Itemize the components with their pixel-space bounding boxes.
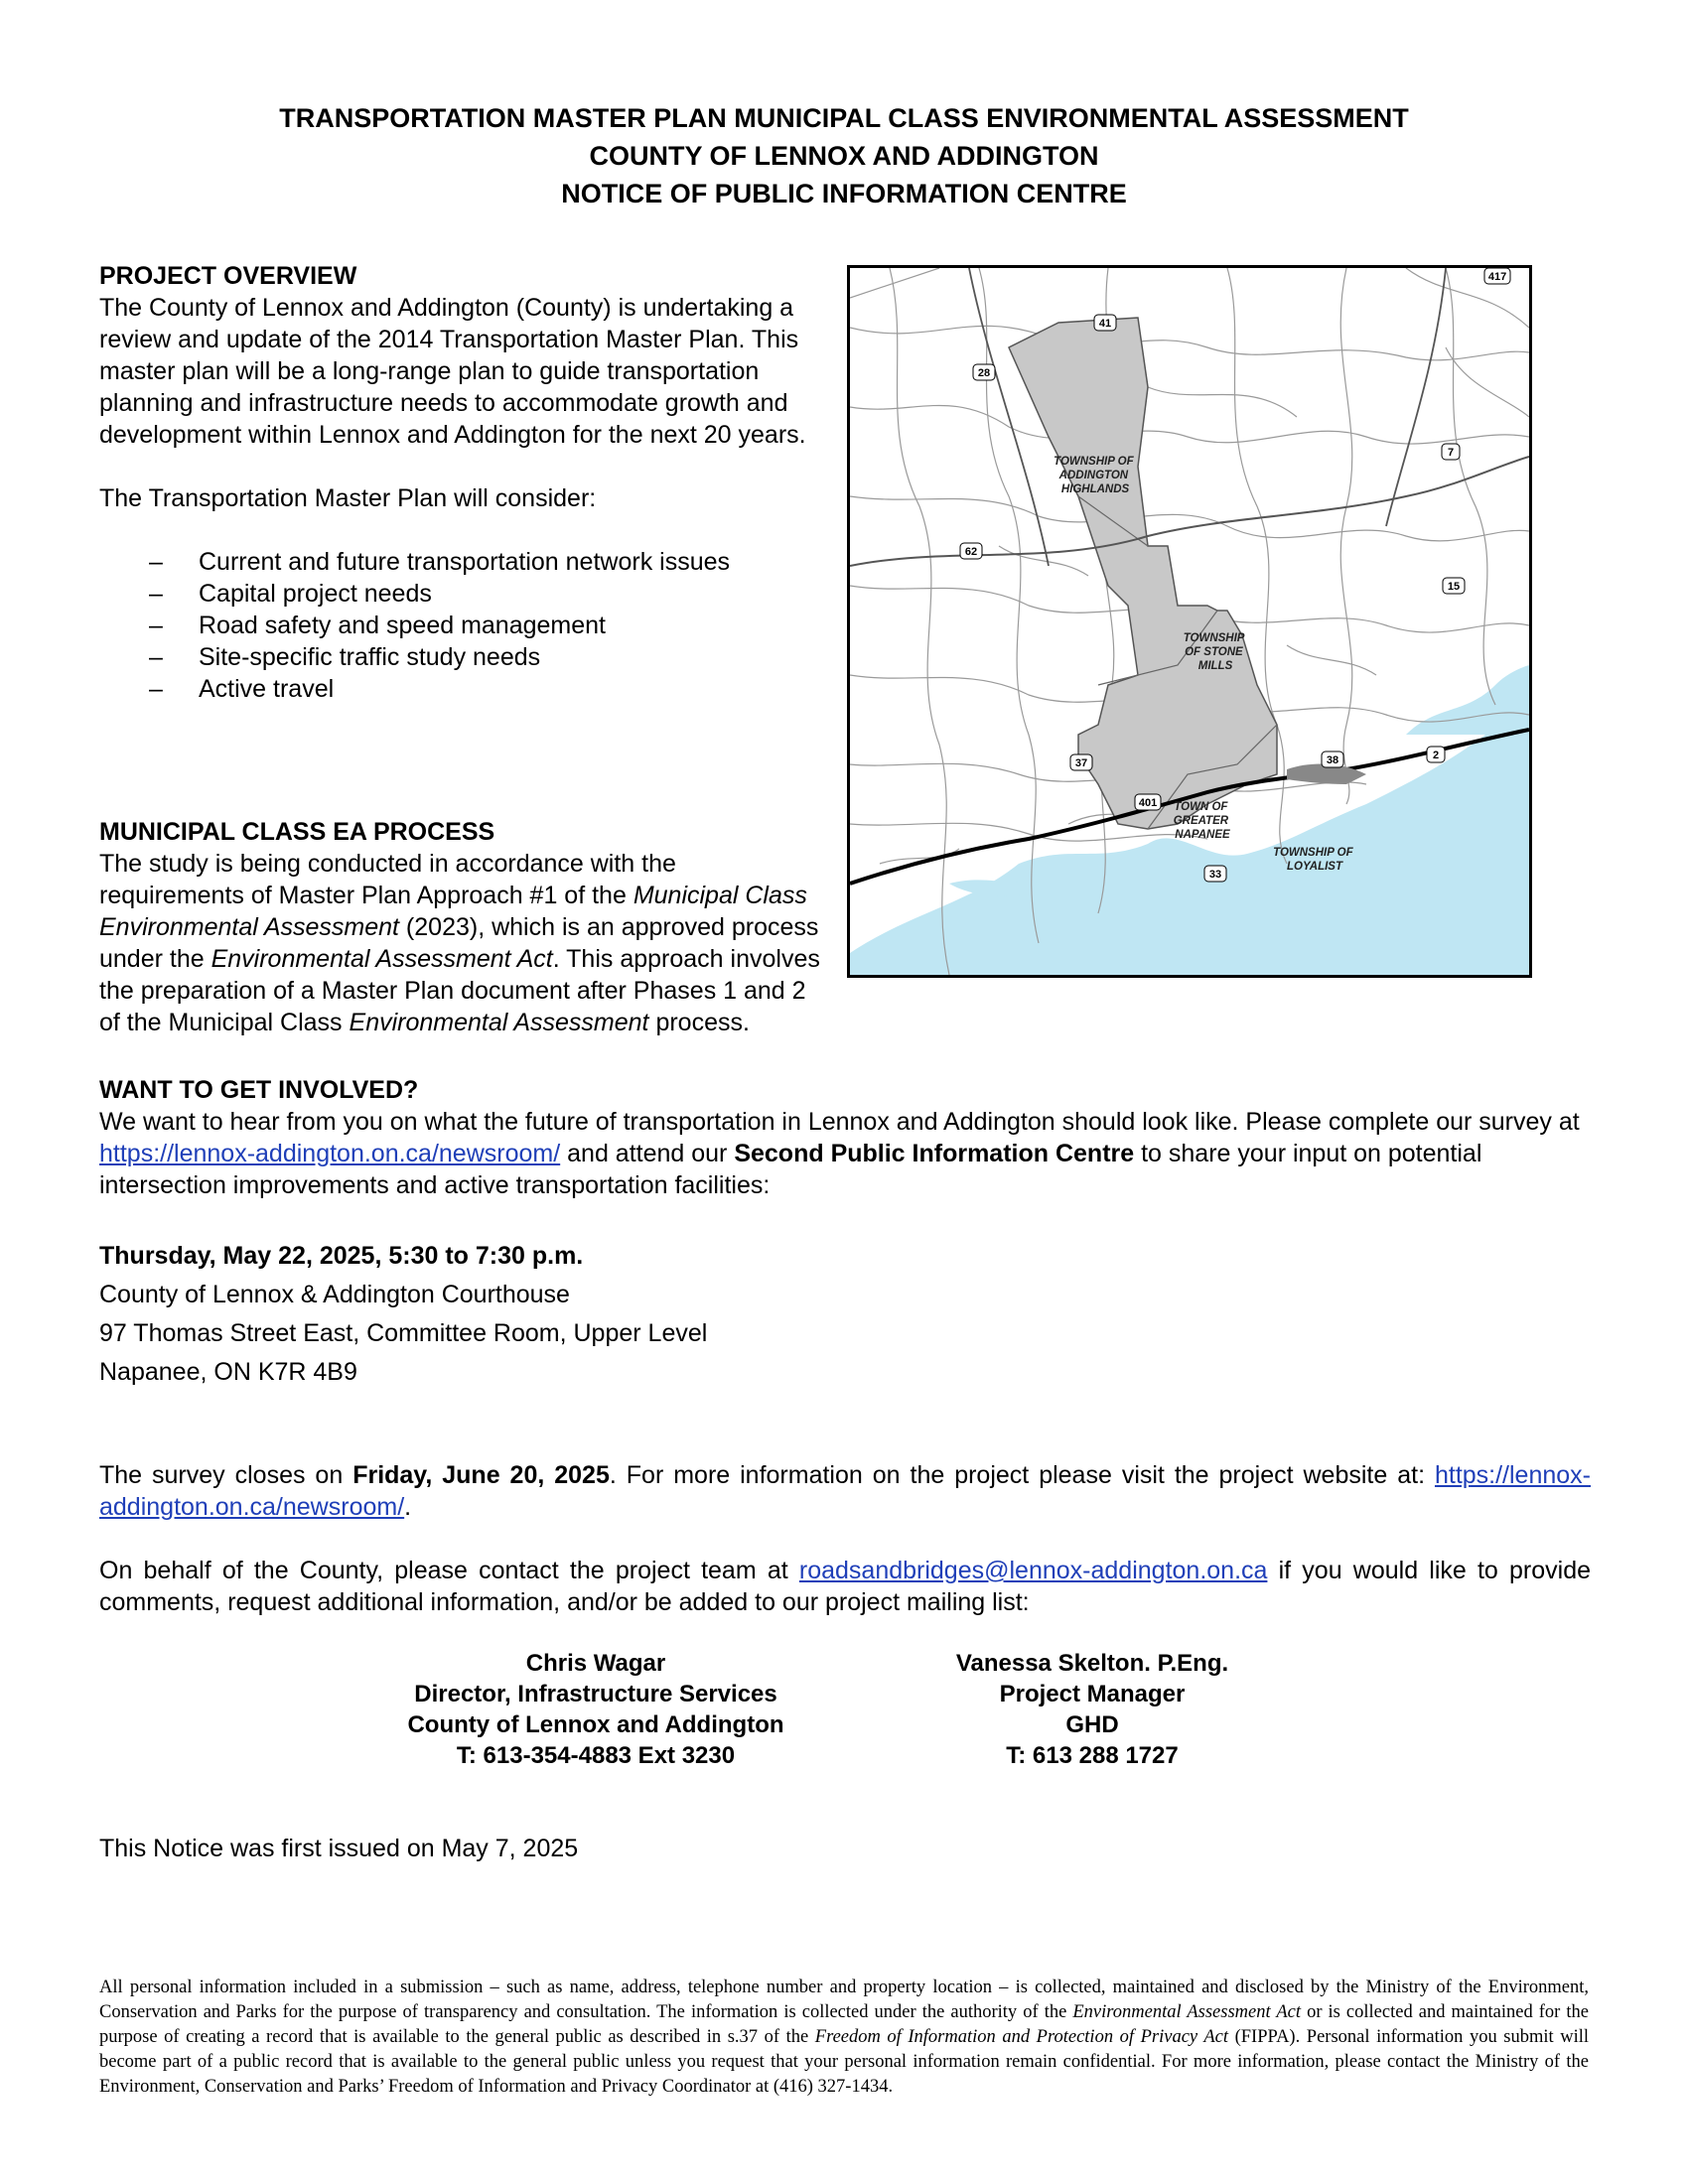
contact-card (894, 1648, 1291, 1771)
contact-phone: T: 613-354-4883 Ext 3230 (456, 1742, 736, 1769)
project-overview-section (99, 260, 814, 705)
get-involved-section (99, 1074, 1591, 1201)
label-stone-mills: TOWNSHIP OF STONE MILLS (1183, 632, 1245, 672)
consider-list (99, 546, 814, 705)
svg-text:41: 41 (1098, 318, 1112, 330)
project-overview-heading: PROJECT OVERVIEW (99, 262, 357, 290)
list-item: – Capital project needs (149, 580, 432, 608)
svg-text:38: 38 (1326, 754, 1339, 766)
survey-paragraph: The survey closes on Friday, June 20, 2025. For more information on the project please visit the project website at: https://lennox-addington.on.ca/newsroom/. (99, 1461, 1591, 1521)
list-item: – Site-specific traffic study needs (149, 643, 541, 671)
svg-text:28: 28 (977, 367, 991, 379)
list-item: – Active travel (149, 675, 335, 703)
dash-bullet: – (149, 548, 163, 576)
list-item: – Current and future transportation network issues (149, 548, 730, 576)
email-link[interactable]: roadsandbridges@lennox-addington.on.ca (798, 1557, 1268, 1584)
svg-text:7: 7 (1447, 447, 1455, 459)
notice-header (0, 99, 1688, 212)
ea-process-paragraph: The study is being conducted in accordance with the requirements of Master Plan Approach #1 of the Municipal Class Environmental Assessment (2023), which is an approved process under the Environmental Assessment Act. This approach involves the preparation of a Master Plan document after Phases 1 and 2 of the Municipal Class Environmental Assessment process. (99, 850, 820, 1036)
project-overview-paragraph: The County of Lennox and Addington (County) is undertaking a review and update of the 2014 Transportation Master Plan. This master plan will be a long-range plan to guide transportation planning and infrastructure needs to accommodate growth and development within Lennox and Addington for the next 20 years. (99, 294, 806, 449)
svg-text:37: 37 (1074, 757, 1088, 769)
contact-org: GHD (1065, 1711, 1119, 1738)
ea-process-heading: MUNICIPAL CLASS EA PROCESS (99, 818, 495, 846)
label-loyalist: TOWNSHIP OF LOYALIST (1273, 847, 1353, 873)
get-involved-paragraph: We want to hear from you on what the future of transportation in Lennox and Addington should look like. Please complete our survey at https://lennox-addington.on.ca/newsroom/ and attend our Second Public Information Centre to share your input on potential intersection improvements and active transportation facilities: (99, 1108, 1580, 1199)
dash-bullet: – (149, 612, 163, 639)
contact-card (357, 1648, 834, 1771)
event-address-line-2: Napanee, ON K7R 4B9 (99, 1358, 357, 1386)
label-greater-napanee: TOWN OF GREATER NAPANEE (1173, 801, 1230, 841)
svg-text:2: 2 (1432, 750, 1440, 761)
svg-text:417: 417 (1487, 271, 1507, 283)
header-title-line-2: COUNTY OF LENNOX AND ADDINGTON (589, 141, 1099, 171)
event-address-line-1: 97 Thomas Street East, Committee Room, Upper Level (99, 1319, 708, 1347)
label-addington-highlands: TOWNSHIP OF ADDINGTON HIGHLANDS (1054, 456, 1134, 495)
privacy-footer: All personal information included in a submission – such as name, address, telephone number and property location – is collected, maintained and disclosed by the Ministry of the Environment, Conservation and Parks for the purpose of transparency and consultation. The information is collected under the authority of the Environmental Assessment Act or is collected and maintained for the purpose of creating a record that is available to the general public as described in s.37 of the Freedom of Information and Protection of Privacy Act (FIPPA). Personal information you submit will become part of a public record that is available to the general public unless you request that your personal information remain confidential. For more information, please contact the Ministry of the Environment, Conservation and Parks’ Freedom of Information and Privacy Coordinator at (416) 327-1434. (99, 1978, 1590, 2097)
ea-process-section (99, 816, 1589, 1038)
contact-title: Director, Infrastructure Services (414, 1681, 777, 1707)
event-venue: County of Lennox & Addington Courthouse (99, 1281, 570, 1308)
event-datetime: Thursday, May 22, 2025, 5:30 to 7:30 p.m. (99, 1242, 584, 1270)
svg-text:62: 62 (964, 546, 978, 558)
header-title-line-1: TRANSPORTATION MASTER PLAN MUNICIPAL CLASS ENVIRONMENTAL ASSESSMENT (279, 103, 1409, 133)
dash-bullet: – (149, 675, 163, 703)
contact-name: Chris Wagar (525, 1650, 666, 1677)
svg-text:15: 15 (1447, 581, 1461, 593)
contact-title: Project Manager (999, 1681, 1186, 1707)
svg-text:401: 401 (1138, 797, 1158, 809)
dash-bullet: – (149, 580, 163, 608)
survey-link[interactable]: https://lennox-addington.on.ca/newsroom/ (99, 1140, 561, 1167)
contact-phone: T: 613 288 1727 (1006, 1742, 1179, 1769)
header-title-line-3: NOTICE OF PUBLIC INFORMATION CENTRE (561, 179, 1127, 208)
contact-name: Vanessa Skelton. P.Eng. (955, 1650, 1229, 1677)
issued-date: This Notice was first issued on May 7, 2025 (99, 1835, 579, 1862)
contact-paragraph: On behalf of the County, please contact the project team at roadsandbridges@lennox-addington.on.ca if you would like to provide comments, request additional information, and/or be added to our project mailing list: (99, 1557, 1591, 1616)
dash-bullet: – (149, 643, 163, 671)
consider-intro: The Transportation Master Plan will consider: (99, 484, 597, 512)
project-website-link[interactable]: https://lennox-addington.on.ca/newsroom/ (99, 1461, 1591, 1521)
svg-text:33: 33 (1208, 869, 1222, 881)
get-involved-heading: WANT TO GET INVOLVED? (99, 1076, 419, 1104)
contact-org: County of Lennox and Addington (407, 1711, 784, 1738)
list-item: – Road safety and speed management (149, 612, 606, 639)
event-details (99, 1237, 1092, 1392)
